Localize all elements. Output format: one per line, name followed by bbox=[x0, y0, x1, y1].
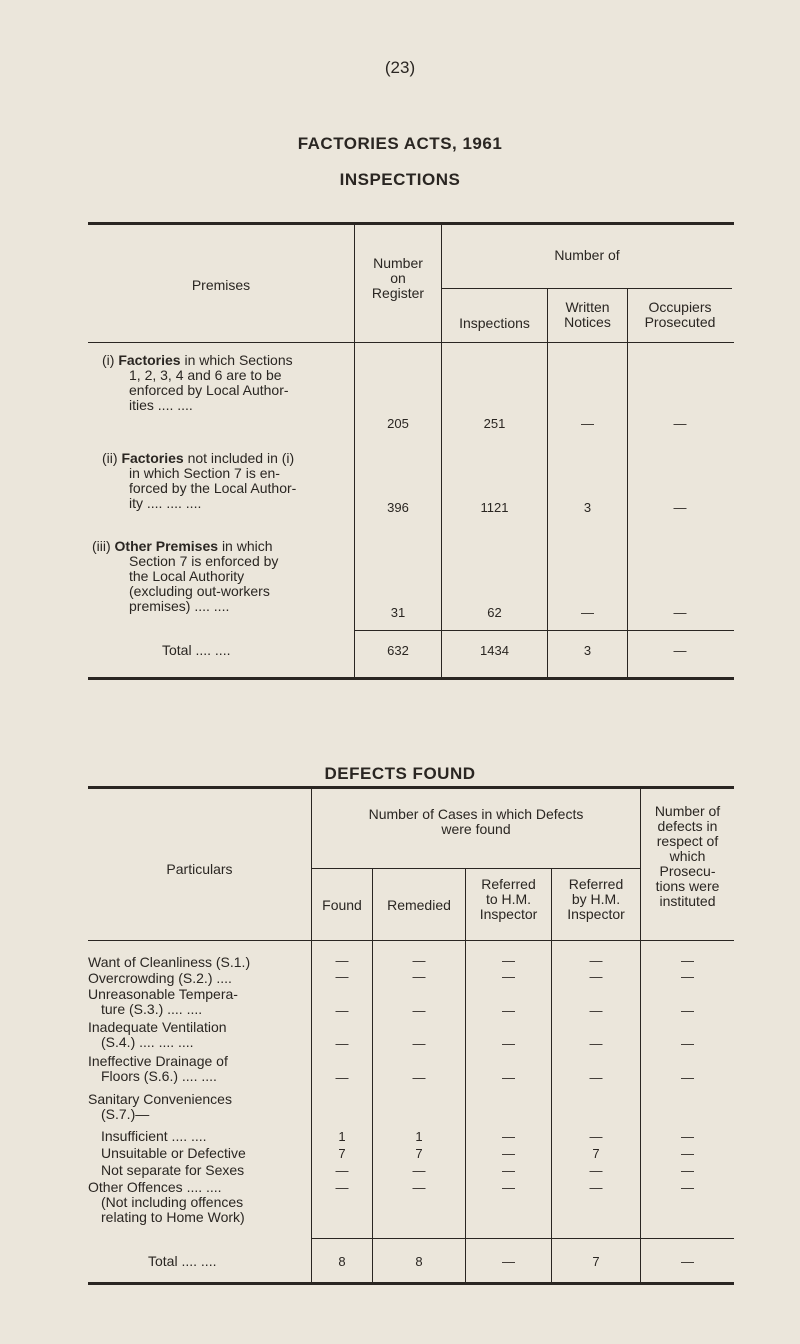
col-header-referred-by-line: Referred bbox=[568, 876, 624, 892]
row-divider bbox=[88, 342, 734, 343]
row-label-line: ities .... .... bbox=[129, 397, 193, 413]
found-value: — bbox=[335, 1163, 349, 1178]
total-referred-to: — bbox=[502, 1254, 515, 1269]
referred-to-value: — bbox=[502, 1129, 515, 1144]
row-label-line: enforced by Local Author- bbox=[129, 382, 289, 398]
col-header-cases bbox=[312, 807, 640, 837]
total-inspections: 1434 bbox=[480, 643, 509, 658]
referred-to-value: — bbox=[502, 1070, 515, 1085]
col-header-prosecuted bbox=[628, 300, 732, 330]
referred-to-value: — bbox=[502, 1180, 515, 1195]
referred-by-value: — bbox=[589, 1003, 603, 1018]
row-divider bbox=[311, 868, 640, 869]
table-bottom-rule bbox=[88, 1282, 734, 1285]
col-header-prosecutions bbox=[641, 804, 734, 909]
prosecutions-value: — bbox=[681, 1070, 694, 1085]
referred-to-value: — bbox=[502, 953, 515, 968]
total-register: 632 bbox=[387, 643, 409, 658]
referred-to-value: — bbox=[502, 1146, 515, 1161]
total-notices: 3 bbox=[583, 643, 592, 658]
register-value: 205 bbox=[387, 416, 409, 431]
prosecutions-value: — bbox=[681, 1003, 694, 1018]
referred-by-value: — bbox=[589, 953, 603, 968]
col-header-prosecutions-line: respect of bbox=[656, 833, 719, 849]
prosecutions-value: — bbox=[681, 953, 694, 968]
table-row bbox=[102, 451, 352, 511]
col-header-register-line: on bbox=[390, 270, 406, 286]
row-label-line: Section 7 is enforced by bbox=[129, 553, 279, 569]
table-row bbox=[92, 539, 352, 614]
total-label: Total .... .... bbox=[162, 642, 231, 658]
col-header-number-of: Number of bbox=[554, 247, 620, 263]
prosecutions-value: — bbox=[681, 1180, 694, 1195]
col-header-cases-line: Number of Cases in which Defects bbox=[368, 806, 584, 822]
col-header-referred-to-line: Referred bbox=[481, 876, 536, 892]
table-top-rule bbox=[88, 222, 734, 225]
remedied-value: — bbox=[412, 1163, 426, 1178]
inspections-heading: INSPECTIONS bbox=[339, 170, 461, 189]
row-label-line: relating to Home Work) bbox=[101, 1209, 245, 1225]
total-referred-by: 7 bbox=[592, 1254, 600, 1269]
row-label-line: premises) .... .... bbox=[129, 598, 230, 614]
col-header-particulars: Particulars bbox=[166, 861, 233, 877]
col-header-prosecutions-line: instituted bbox=[659, 893, 716, 909]
remedied-value: 7 bbox=[415, 1146, 423, 1161]
col-header-prosecutions-line: Prosecu- bbox=[659, 863, 716, 879]
row-label-line: (S.4.) .... .... .... bbox=[101, 1034, 194, 1050]
register-value: 396 bbox=[387, 500, 409, 515]
col-header-referred-by-line: by H.M. bbox=[571, 891, 621, 907]
prosecuted-value: — bbox=[673, 500, 687, 515]
found-value: — bbox=[335, 1070, 349, 1085]
row-divider bbox=[354, 630, 734, 631]
row-label-line: Floors (S.6.) .... .... bbox=[101, 1068, 217, 1084]
row-label-line: ture (S.3.) .... .... bbox=[101, 1001, 203, 1017]
remedied-value: 1 bbox=[415, 1129, 423, 1144]
table-top-rule bbox=[88, 786, 734, 789]
prosecutions-value: — bbox=[681, 1163, 694, 1178]
found-value: — bbox=[335, 1036, 349, 1051]
table-row: Want of Cleanliness (S.1.) bbox=[88, 954, 251, 970]
prosecutions-value: — bbox=[681, 1146, 694, 1161]
col-header-prosecutions-line: defects in bbox=[657, 818, 718, 834]
row-label-line: (S.7.)— bbox=[101, 1106, 150, 1122]
table-row: Insufficient .... .... bbox=[101, 1128, 207, 1144]
col-header-referred-to-line: to H.M. bbox=[485, 891, 532, 907]
prosecutions-value: — bbox=[681, 1036, 694, 1051]
table-row bbox=[88, 987, 310, 1017]
table-row bbox=[88, 1020, 310, 1050]
col-header-register-line: Number bbox=[373, 255, 423, 271]
col-header-prosecuted-line: Prosecuted bbox=[644, 314, 716, 330]
prosecuted-value: — bbox=[673, 605, 687, 620]
row-label-line: Other Offences .... .... bbox=[88, 1179, 222, 1195]
notices-value: — bbox=[581, 416, 594, 431]
col-header-referred-to-line: Inspector bbox=[479, 906, 538, 922]
prosecuted-value: — bbox=[673, 416, 687, 431]
total-found: 8 bbox=[338, 1254, 346, 1269]
found-value: 1 bbox=[338, 1129, 346, 1144]
col-header-prosecutions-line: Number of bbox=[654, 803, 721, 819]
row-label-line: Unreasonable Tempera- bbox=[88, 986, 238, 1002]
found-value: — bbox=[335, 953, 349, 968]
row-divider bbox=[311, 1238, 734, 1239]
col-header-referred-by bbox=[552, 877, 640, 922]
col-header-cases-line: were found bbox=[441, 821, 511, 837]
referred-by-value: — bbox=[589, 1036, 603, 1051]
table-row bbox=[88, 1180, 310, 1225]
col-header-notices-line: Written bbox=[565, 299, 610, 315]
total-prosecuted: — bbox=[673, 643, 687, 658]
col-header-premises: Premises bbox=[191, 277, 251, 293]
row-label-line: (Not including offences bbox=[101, 1194, 244, 1210]
row-label-line: Ineffective Drainage of bbox=[88, 1053, 228, 1069]
referred-by-value: 7 bbox=[592, 1146, 600, 1161]
found-value: — bbox=[335, 1180, 349, 1195]
row-label-line: forced by the Local Author- bbox=[129, 480, 297, 496]
col-header-register bbox=[355, 256, 441, 301]
col-header-found: Found bbox=[322, 897, 362, 913]
col-header-referred-to bbox=[466, 877, 551, 922]
table-row: Unsuitable or Defective bbox=[101, 1145, 246, 1161]
page-title: FACTORIES ACTS, 1961 bbox=[297, 134, 503, 153]
inspections-value: 251 bbox=[483, 416, 506, 431]
referred-to-value: — bbox=[502, 1036, 515, 1051]
total-label: Total .... .... bbox=[148, 1253, 217, 1269]
found-value: — bbox=[335, 969, 349, 984]
col-header-prosecutions-line: which bbox=[669, 848, 706, 864]
referred-by-value: — bbox=[589, 1129, 603, 1144]
found-value: — bbox=[335, 1003, 349, 1018]
row-label-line: Inadequate Ventilation bbox=[88, 1019, 227, 1035]
row-label-line: (i) Factories in which Sections bbox=[102, 352, 293, 368]
total-remedied: 8 bbox=[415, 1254, 423, 1269]
table-row: Not separate for Sexes bbox=[101, 1162, 245, 1178]
col-header-referred-by-line: Inspector bbox=[567, 906, 625, 922]
col-header-register-line: Register bbox=[371, 285, 425, 301]
referred-to-value: — bbox=[502, 969, 515, 984]
prosecutions-value: — bbox=[681, 969, 694, 984]
col-header-inspections: Inspections bbox=[459, 315, 530, 331]
notices-value: 3 bbox=[583, 500, 592, 515]
referred-to-value: — bbox=[502, 1163, 515, 1178]
inspections-value: 1121 bbox=[480, 500, 509, 515]
register-value: 31 bbox=[390, 605, 406, 620]
row-label-line: the Local Authority bbox=[129, 568, 245, 584]
defects-heading: DEFECTS FOUND bbox=[324, 764, 476, 783]
row-label-line: (iii) Other Premises in which bbox=[92, 538, 273, 554]
row-label-line: ity .... .... .... bbox=[129, 495, 202, 511]
row-divider bbox=[88, 940, 734, 941]
table-bottom-rule bbox=[88, 677, 734, 680]
remedied-value: — bbox=[412, 1180, 426, 1195]
col-header-notices-line: Notices bbox=[564, 314, 611, 330]
referred-by-value: — bbox=[589, 1180, 603, 1195]
table-row bbox=[102, 353, 352, 413]
row-label-line: 1, 2, 3, 4 and 6 are to be bbox=[129, 367, 282, 383]
found-value: 7 bbox=[338, 1146, 346, 1161]
remedied-value: — bbox=[412, 1070, 426, 1085]
row-label-line: Sanitary Conveniences bbox=[88, 1091, 232, 1107]
remedied-value: — bbox=[412, 1036, 426, 1051]
inspections-value: 62 bbox=[487, 605, 502, 620]
row-label-line: in which Section 7 is en- bbox=[129, 465, 280, 481]
notices-value: — bbox=[581, 605, 594, 620]
row-divider bbox=[441, 288, 732, 289]
table-row bbox=[88, 1092, 310, 1122]
referred-by-value: — bbox=[589, 1163, 603, 1178]
remedied-value: — bbox=[412, 1003, 426, 1018]
col-header-prosecuted-line: Occupiers bbox=[648, 299, 712, 315]
col-header-prosecutions-line: tions were bbox=[655, 878, 720, 894]
remedied-value: — bbox=[412, 953, 426, 968]
remedied-value: — bbox=[412, 969, 426, 984]
total-prosecutions: — bbox=[681, 1254, 694, 1269]
row-label-line: (excluding out-workers bbox=[129, 583, 270, 599]
referred-by-value: — bbox=[589, 1070, 603, 1085]
table-row bbox=[88, 1054, 310, 1084]
page-number: (23) bbox=[384, 58, 416, 77]
table-row: Overcrowding (S.2.) .... bbox=[88, 970, 232, 986]
col-header-notices bbox=[548, 300, 627, 330]
row-label-line: (ii) Factories not included in (i) bbox=[102, 450, 295, 466]
referred-to-value: — bbox=[502, 1003, 515, 1018]
prosecutions-value: — bbox=[681, 1129, 694, 1144]
referred-by-value: — bbox=[589, 969, 603, 984]
col-header-remedied: Remedied bbox=[387, 897, 451, 913]
